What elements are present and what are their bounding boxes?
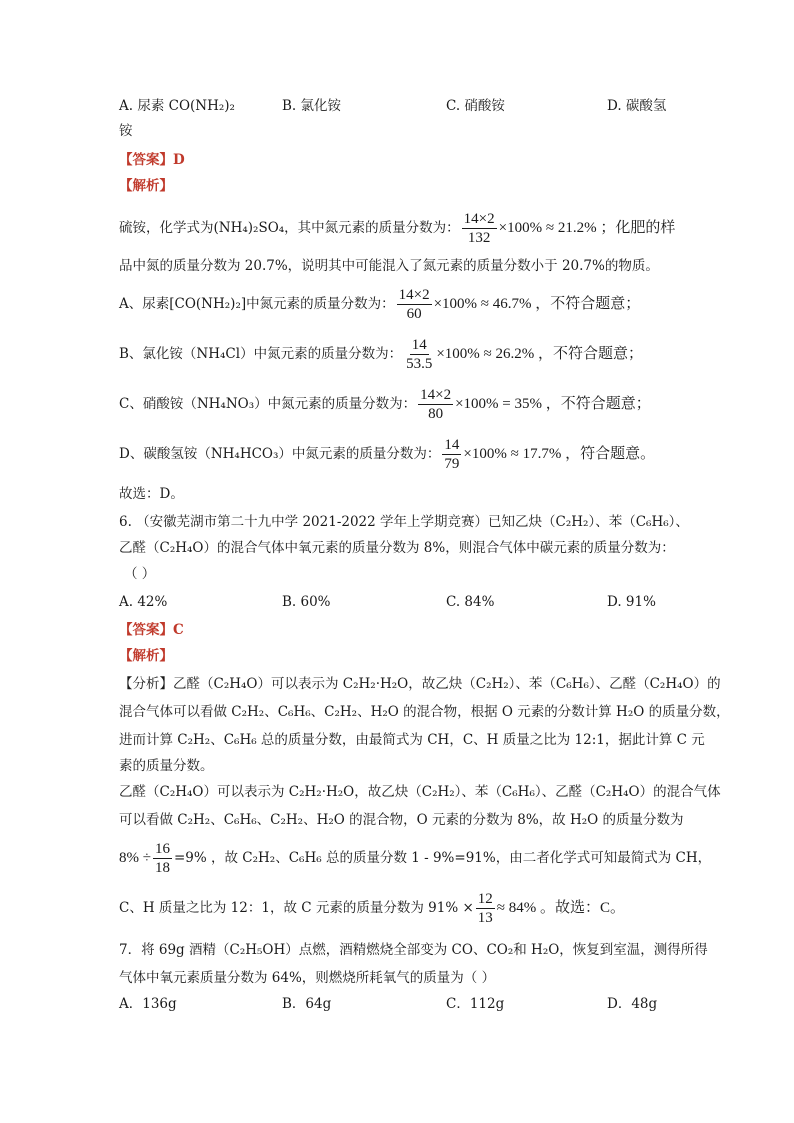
- q7-option-a: A．136g: [119, 996, 177, 1012]
- q6-fenxi-line1: 【分析】乙醛（C₂H₄O）可以表示为 C₂H₂·H₂O，故乙炔（C₂H₂）、苯（C₆H₆）、乙醛（C₂H₄O）的: [119, 676, 721, 692]
- fraction: $\frac{14\times 2}{80}$: [420, 386, 452, 422]
- q6-fenxi-line2: 混合气体可以看做 C₂H₂、C₆H₆、C₂H₂、H₂O 的混合物，根据 O 元素的分数计算 H₂O 的质量分数，: [119, 704, 730, 720]
- q5-analysis-b: B、氯化铵（NH₄Cl）中氮元素的质量分数为： $\frac{14}{53.5}$ ×100% ≈ 26.2% ，不符合题意；: [119, 336, 644, 372]
- q6-option-a: A. 42%: [119, 594, 168, 610]
- q6-option-c: C. 84%: [446, 594, 495, 610]
- q6-fenxi-line4: 素的质量分数。: [119, 758, 214, 774]
- q6-fenxi-line3: 进而计算 C₂H₂、C₆H₆ 总的质量分数，由最简式为 CH，C、H 质量之比为 12:1，据此计算 C 元: [119, 732, 705, 748]
- q6-analysis-head: 【解析】: [119, 648, 173, 664]
- q6-jieda-line3: 8% ÷ $\frac{16}{18}$ =9% ，故 C₂H₂、C₆H₆ 总的质量分数 1 - 9%=91%，由二者化学式可知最简式为 CH，: [119, 840, 712, 876]
- q6-jieda-line2: 可以看做 C₂H₂、C₆H₆、C₂H₂、H₂O 的混合物，O 元素的分数为 8%，故 H₂O 的质量分数为: [119, 812, 684, 828]
- fraction: $\frac{12}{13}$: [477, 890, 493, 926]
- q5-conclusion: 故选：D。: [119, 486, 184, 502]
- q5-analysis-a: A、尿素[CO(NH₂)₂]中氮元素的质量分数为： $\frac{14\times 2}{60}$ ×100% ≈ 46.7% ，不符合题意；: [119, 286, 641, 322]
- q7-stem-line2: 气体中氧元素质量分数为 64%，则燃烧所耗氧气的质量为（ ）: [119, 970, 496, 986]
- fraction: $\frac{14\times 2}{132}$: [463, 210, 495, 246]
- q7-option-b: B．64g: [282, 996, 332, 1012]
- fraction: $\frac{14}{79}$: [444, 436, 460, 472]
- q6-option-d: D. 91%: [607, 594, 656, 610]
- q5-answer: 【答案】D: [119, 152, 185, 168]
- q5-analysis-head: 【解析】: [119, 178, 173, 194]
- q5-option-a: A. 尿素 CO(NH₂)₂: [119, 98, 235, 114]
- q5-analysis-c: C、硝酸铵（NH₄NO₃）中氮元素的质量分数为： $\frac{14\times 2}{80}$ ×100% = 35% ，不符合题意；: [119, 386, 651, 422]
- q5-analysis-line1: 硫铵，化学式为(NH₄)₂SO₄，其中氮元素的质量分数为： $\frac{14\times 2}{132}$ ×100% ≈ 21.2% ；化肥的样: [119, 210, 676, 246]
- q6-jieda-line1: 乙醛（C₂H₄O）可以表示为 C₂H₂·H₂O，故乙炔（C₂H₂）、苯（C₆H₆）、乙醛（C₂H₄O）的混合气体: [119, 784, 721, 800]
- q6-answer: 【答案】C: [119, 622, 184, 638]
- q5-option-b: B. 氯化铵: [282, 98, 342, 114]
- q6-stem-line2: 乙醛（C₂H₄O）的混合气体中氧元素的质量分数为 8%，则混合气体中碳元素的质量分数为：: [119, 540, 675, 556]
- q7-stem-line1: 7．将 69g 酒精（C₂H₅OH）点燃，酒精燃烧全部变为 CO、CO₂和 H₂O，恢复到室温，测得所得: [119, 942, 708, 958]
- q5-option-c: C. 硝酸铵: [446, 98, 505, 114]
- fraction: $\frac{14}{53.5}$: [406, 336, 433, 372]
- q6-option-b: B. 60%: [282, 594, 331, 610]
- fraction: $\frac{16}{18}$: [154, 840, 170, 876]
- fraction: $\frac{14\times 2}{60}$: [398, 286, 430, 322]
- q5-option-d: D. 碳酸氢: [607, 98, 667, 114]
- q6-stem-line3: （ ）: [124, 566, 156, 582]
- q7-option-d: D．48g: [607, 996, 658, 1012]
- q6-jieda-line4: C、H 质量之比为 12：1，故 C 元素的质量分数为 91% × $\frac{12}{13}$ ≈ 84% 。故选：C。: [119, 890, 625, 926]
- q7-option-c: C．112g: [446, 996, 505, 1012]
- q5-analysis-d: D、碳酸氢铵（NH₄HCO₃）中氮元素的质量分数为： $\frac{14}{79}$ ×100% ≈ 17.7% ，符合题意。: [119, 436, 656, 472]
- q6-stem-line1: 6. （安徽芜湖市第二十九中学 2021-2022 学年上学期竞赛）已知乙炔（C₂H₂）、苯（C₆H₆）、: [119, 514, 689, 530]
- q5-analysis-line2: 品中氮的质量分数为 20.7%，说明其中可能混入了氮元素的质量分数小于 20.7%的物质。: [119, 258, 659, 274]
- q5-option-wrap: 铵: [119, 123, 133, 139]
